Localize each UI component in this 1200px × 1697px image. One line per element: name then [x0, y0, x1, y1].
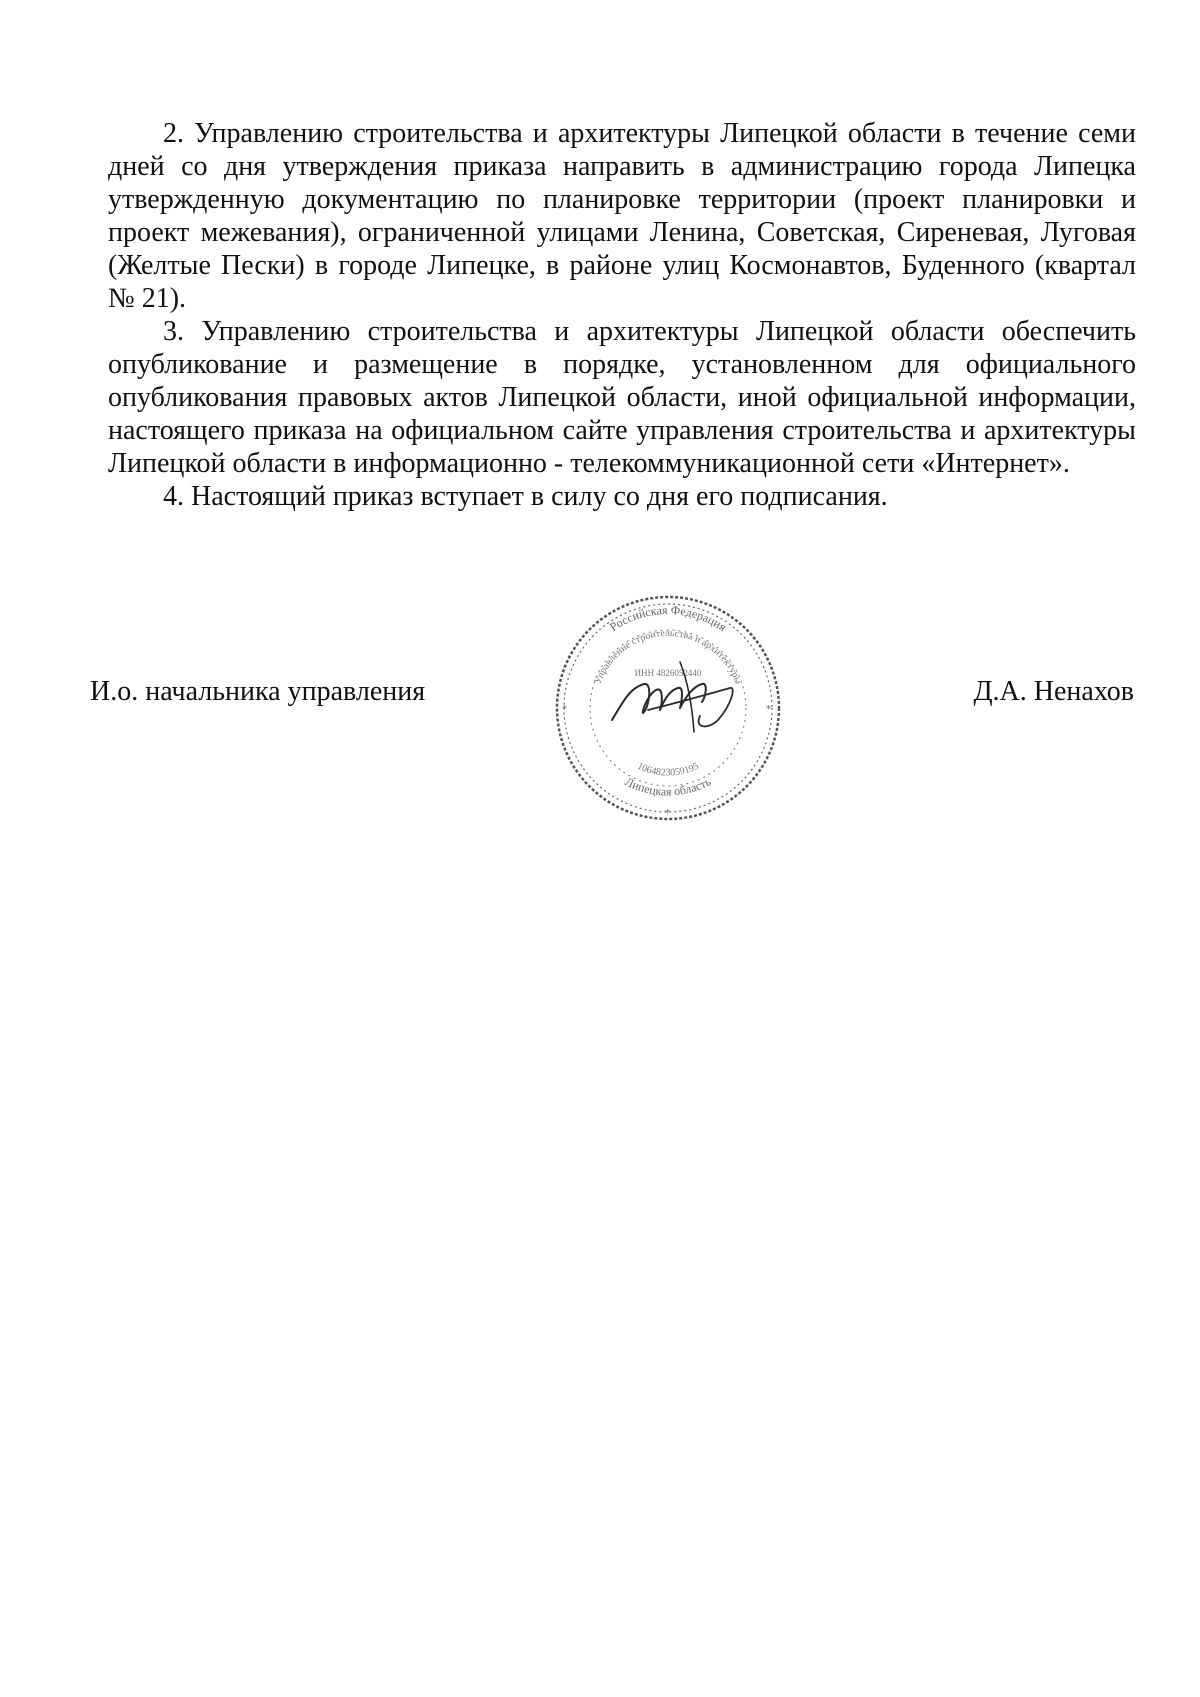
stamp-bottom-star-icon: *: [665, 808, 670, 819]
stamp-outer-text: Российская Федерация: [607, 602, 729, 635]
stamp-inner-text: Управление строительства и архитектуры: [592, 627, 744, 686]
paragraph-3: 3. Управлению строительства и архитектуры Липецкой области обеспечить опубликование и размещение в порядке, установленном для официального опубликования правовых актов Липецкой области, иной официальной информации, настоящего приказа на официальном сайте управления строительства и архитектуры Липецкой области в информационно - телекоммуникационной сети «Интернет».: [108, 316, 1136, 479]
official-stamp-seal: [552, 592, 784, 824]
signatory-name: Д.А. Ненахов: [973, 676, 1134, 707]
stamp-inn-text: ИНН 4826052440: [634, 668, 702, 678]
signatory-position: И.о. начальника управления: [90, 676, 426, 707]
stamp-right-star-icon: *: [766, 704, 771, 715]
stamp-ogrn-text: 1064823059195: [635, 760, 701, 779]
paragraph-4: 4. Настоящий приказ вступает в силу со дня его подписания.: [163, 481, 888, 512]
paragraph-2: 2. Управлению строительства и архитектуры Липецкой области в течение семи дней со дня утверждения приказа направить в администрацию города Липецка утвержденную документацию по планировке территории (проект планировки и проект межевания), ограниченной улицами Ленина, Советская, Сиреневая, Луговая (Желтые Пески) в городе Липецке, в районе улиц Космонавтов, Буденного (квартал № 21).: [108, 118, 1136, 314]
stamp-left-star-icon: *: [562, 704, 567, 715]
document-body: [108, 117, 1136, 513]
stamp-bottom-text: Липецкая область: [622, 774, 714, 799]
